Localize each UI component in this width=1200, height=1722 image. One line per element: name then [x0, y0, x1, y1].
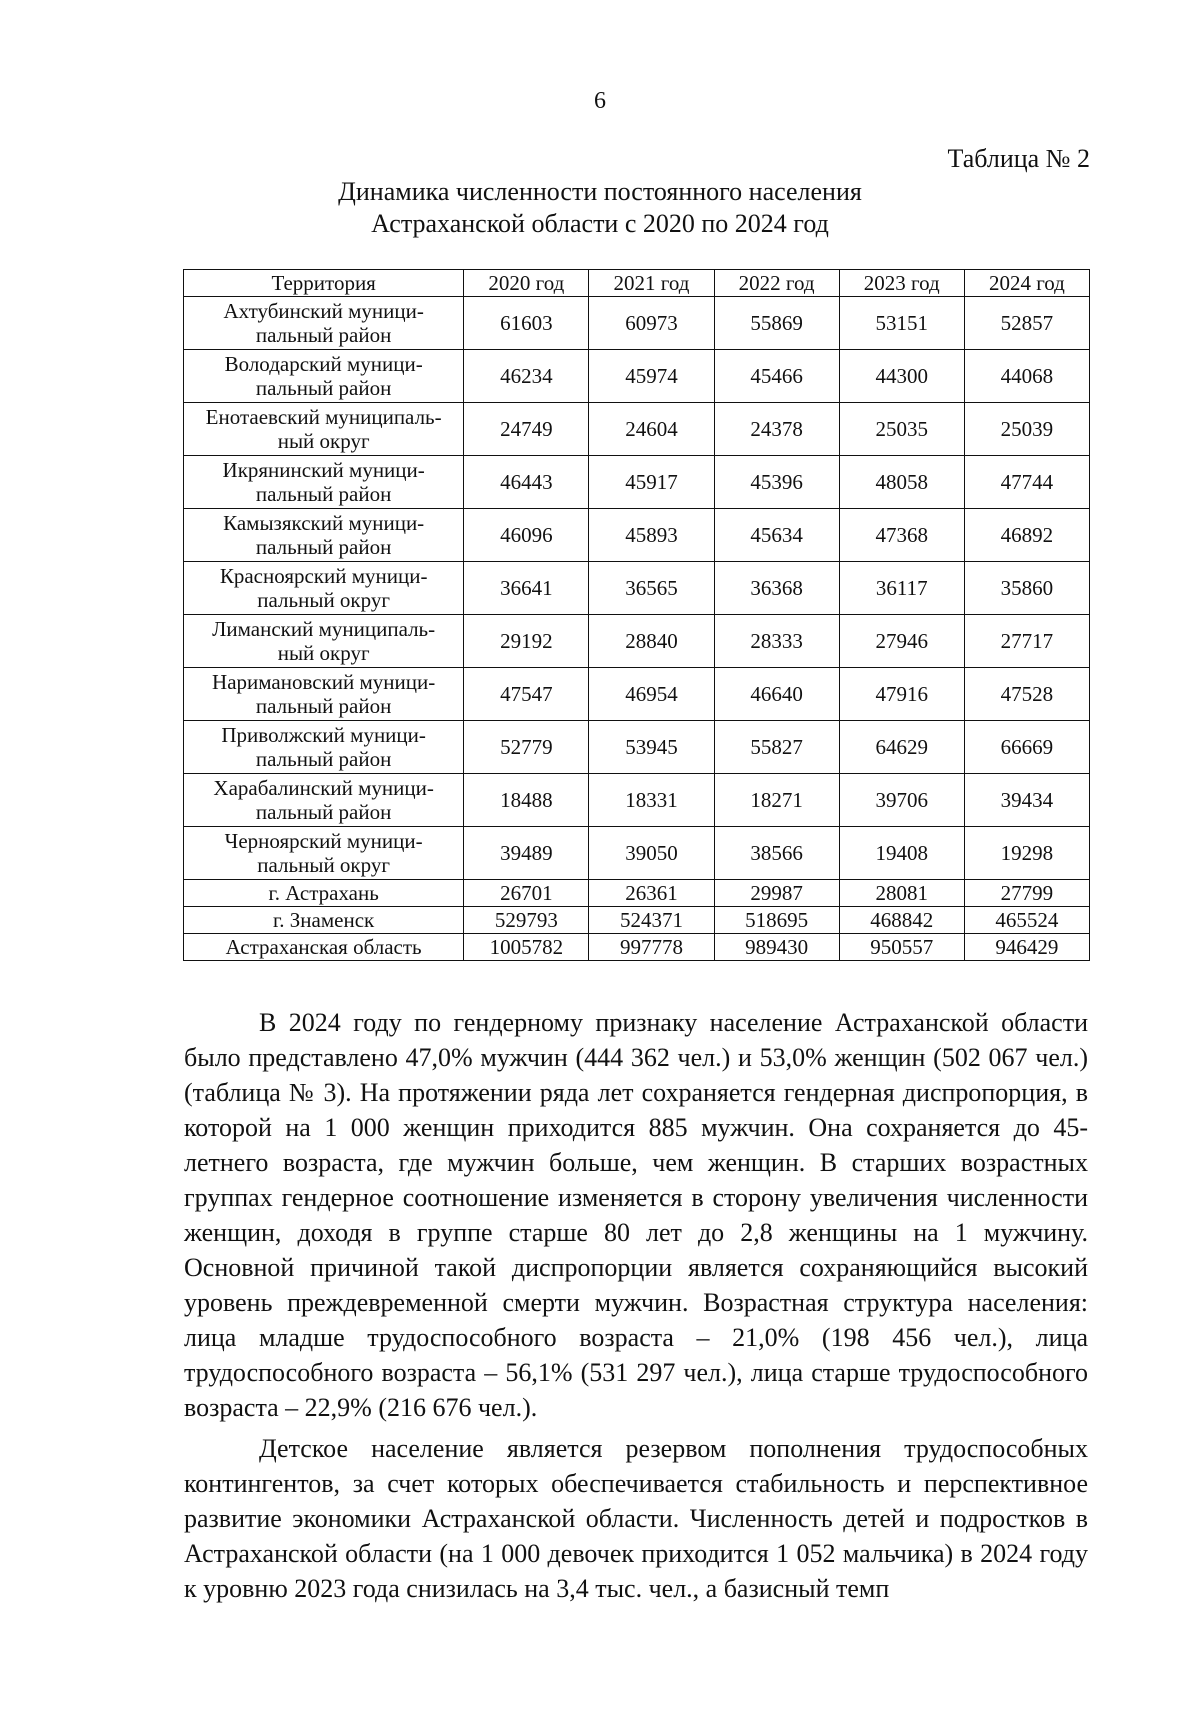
value-cell-2023: 950557	[839, 934, 964, 961]
territory-name-line: пальный район	[255, 694, 392, 718]
value-cell-2023: 47368	[839, 509, 964, 562]
territory-cell	[184, 615, 464, 668]
territory-name-line: пальный район	[255, 482, 392, 506]
table-title-line-2: Астраханской области с 2020 по 2024 год	[371, 209, 829, 238]
header-2021: 2021 год	[589, 270, 714, 297]
value-cell-2021: 524371	[589, 907, 714, 934]
value-cell-2021: 997778	[589, 934, 714, 961]
header-2024: 2024 год	[964, 270, 1089, 297]
table-row	[184, 562, 1090, 615]
territory-name-line: Камызякский муници-	[223, 511, 425, 535]
value-cell-2022: 55869	[714, 297, 839, 350]
territory-cell	[184, 774, 464, 827]
value-cell-2024: 52857	[964, 297, 1089, 350]
territory-name-line: ный округ	[277, 641, 370, 665]
table-row	[184, 827, 1090, 880]
value-cell-2022: 55827	[714, 721, 839, 774]
value-cell-2020: 46096	[464, 509, 589, 562]
value-cell-2021: 45974	[589, 350, 714, 403]
value-cell-2021: 36565	[589, 562, 714, 615]
territory-cell	[184, 934, 464, 961]
value-cell-2022: 46640	[714, 668, 839, 721]
value-cell-2022: 24378	[714, 403, 839, 456]
header-2023: 2023 год	[839, 270, 964, 297]
table-label: Таблица № 2	[947, 144, 1090, 173]
value-cell-2020: 18488	[464, 774, 589, 827]
value-cell-2022: 518695	[714, 907, 839, 934]
value-cell-2020: 52779	[464, 721, 589, 774]
territory-cell	[184, 907, 464, 934]
territory-name-line: пальный округ	[257, 853, 390, 877]
territory-name-line: пальный район	[255, 800, 392, 824]
table-row	[184, 297, 1090, 350]
territory-name-line: Ахтубинский муници-	[223, 299, 424, 323]
value-cell-2022: 45396	[714, 456, 839, 509]
value-cell-2021: 46954	[589, 668, 714, 721]
value-cell-2020: 46443	[464, 456, 589, 509]
table-row	[184, 668, 1090, 721]
territory-name-line: Володарский муници-	[224, 352, 423, 376]
value-cell-2021: 39050	[589, 827, 714, 880]
value-cell-2021: 26361	[589, 880, 714, 907]
value-cell-2023: 25035	[839, 403, 964, 456]
value-cell-2024: 44068	[964, 350, 1089, 403]
value-cell-2024: 465524	[964, 907, 1089, 934]
table-row	[184, 456, 1090, 509]
value-cell-2024: 47744	[964, 456, 1089, 509]
header-2022: 2022 год	[714, 270, 839, 297]
value-cell-2024: 19298	[964, 827, 1089, 880]
table-row	[184, 350, 1090, 403]
value-cell-2020: 1005782	[464, 934, 589, 961]
territory-name-line: г. Астрахань	[268, 881, 379, 905]
value-cell-2022: 18271	[714, 774, 839, 827]
territory-name-line: г. Знаменск	[273, 908, 375, 932]
value-cell-2020: 47547	[464, 668, 589, 721]
value-cell-2020: 36641	[464, 562, 589, 615]
territory-cell	[184, 668, 464, 721]
value-cell-2024: 25039	[964, 403, 1089, 456]
value-cell-2022: 36368	[714, 562, 839, 615]
value-cell-2023: 64629	[839, 721, 964, 774]
value-cell-2024: 46892	[964, 509, 1089, 562]
body-text	[184, 1005, 1088, 1612]
territory-name-line: Наримановский муници-	[212, 670, 436, 694]
value-cell-2024: 47528	[964, 668, 1089, 721]
value-cell-2020: 29192	[464, 615, 589, 668]
value-cell-2021: 18331	[589, 774, 714, 827]
value-cell-2020: 24749	[464, 403, 589, 456]
territory-name-line: Астраханская область	[225, 935, 422, 959]
territory-name-line: ный округ	[277, 429, 370, 453]
value-cell-2022: 45634	[714, 509, 839, 562]
territory-cell	[184, 721, 464, 774]
value-cell-2023: 19408	[839, 827, 964, 880]
paragraph-2: Детское население является резервом пополнения трудоспособных контингентов, за счет которых обеспечивается стабильность и перспективное развитие экономики Астраханской области. Численность детей и подростков в Астраханской области (на 1 000 девочек приходится 1 052 мальчика) в 2024 году к уровню 2023 года снизилась на 3,4 тыс. чел., а базисный темп	[184, 1434, 1088, 1603]
header-2020: 2020 год	[464, 270, 589, 297]
value-cell-2021: 60973	[589, 297, 714, 350]
value-cell-2020: 61603	[464, 297, 589, 350]
value-cell-2021: 45917	[589, 456, 714, 509]
table-row	[184, 934, 1090, 961]
territory-cell	[184, 880, 464, 907]
table-title	[0, 176, 1200, 240]
territory-cell	[184, 297, 464, 350]
table-row	[184, 403, 1090, 456]
value-cell-2020: 39489	[464, 827, 589, 880]
value-cell-2024: 66669	[964, 721, 1089, 774]
territory-cell	[184, 509, 464, 562]
value-cell-2023: 47916	[839, 668, 964, 721]
value-cell-2023: 28081	[839, 880, 964, 907]
territory-name-line: пальный район	[255, 376, 392, 400]
value-cell-2022: 45466	[714, 350, 839, 403]
value-cell-2023: 53151	[839, 297, 964, 350]
territory-name-line: Приволжский муници-	[221, 723, 426, 747]
header-territory: Территория	[184, 270, 464, 297]
territory-name-line: Красноярский муници-	[219, 564, 428, 588]
value-cell-2021: 24604	[589, 403, 714, 456]
value-cell-2023: 39706	[839, 774, 964, 827]
value-cell-2023: 27946	[839, 615, 964, 668]
table-row	[184, 509, 1090, 562]
territory-name-line: Харабалинский муници-	[213, 776, 434, 800]
value-cell-2021: 28840	[589, 615, 714, 668]
value-cell-2022: 28333	[714, 615, 839, 668]
value-cell-2021: 45893	[589, 509, 714, 562]
territory-name-line: Лиманский муниципаль-	[212, 617, 436, 641]
territory-name-line: Енотаевский муниципаль-	[205, 405, 442, 429]
value-cell-2020: 26701	[464, 880, 589, 907]
territory-cell	[184, 456, 464, 509]
value-cell-2022: 29987	[714, 880, 839, 907]
value-cell-2024: 35860	[964, 562, 1089, 615]
territory-name-line: пальный район	[255, 535, 392, 559]
table-row	[184, 615, 1090, 668]
territory-name-line: пальный округ	[257, 588, 390, 612]
territory-cell	[184, 350, 464, 403]
table-row	[184, 774, 1090, 827]
territory-cell	[184, 403, 464, 456]
value-cell-2023: 468842	[839, 907, 964, 934]
territory-name-line: пальный район	[255, 747, 392, 771]
value-cell-2022: 38566	[714, 827, 839, 880]
value-cell-2023: 48058	[839, 456, 964, 509]
table-row	[184, 880, 1090, 907]
value-cell-2023: 36117	[839, 562, 964, 615]
table-row	[184, 907, 1090, 934]
paragraph-1: В 2024 году по гендерному признаку население Астраханской области было представлено 47,0% мужчин (444 362 чел.) и 53,0% женщин (502 067 чел.) (таблица № 3). На протяжении ряда лет сохраняется гендерная диспропорция, в которой на 1 000 женщин приходится 885 мужчин. Она сохраняется до 45-летнего возраста, где мужчин больше, чем женщин. В старших возрастных группах гендерное соотношение изменяется в сторону увеличения численности женщин, доходя в группе старше 80 лет до 2,8 женщины на 1 мужчину. Основной причиной такой диспропорции является сохраняющийся высокий уровень преждевременной смерти мужчин. Возрастная структура населения: лица младше трудоспособного возраста – 21,0% (198 456 чел.), лица трудоспособного возраста – 56,1% (531 297 чел.), лица старше трудоспособного возраста – 22,9% (216 676 чел.).	[184, 1008, 1088, 1422]
value-cell-2024: 27799	[964, 880, 1089, 907]
table-header-row	[184, 270, 1090, 297]
value-cell-2022: 989430	[714, 934, 839, 961]
value-cell-2024: 27717	[964, 615, 1089, 668]
value-cell-2023: 44300	[839, 350, 964, 403]
table-title-line-1: Динамика численности постоянного населения	[338, 177, 862, 206]
value-cell-2020: 46234	[464, 350, 589, 403]
value-cell-2024: 39434	[964, 774, 1089, 827]
population-table	[183, 269, 1090, 961]
table-row	[184, 721, 1090, 774]
territory-cell	[184, 827, 464, 880]
value-cell-2024: 946429	[964, 934, 1089, 961]
value-cell-2021: 53945	[589, 721, 714, 774]
territory-cell	[184, 562, 464, 615]
table-body	[184, 297, 1090, 961]
territory-name-line: Черноярский муници-	[224, 829, 423, 853]
page-number: 6	[594, 88, 606, 114]
territory-name-line: пальный район	[255, 323, 392, 347]
territory-name-line: Икрянинский муници-	[222, 458, 425, 482]
value-cell-2020: 529793	[464, 907, 589, 934]
